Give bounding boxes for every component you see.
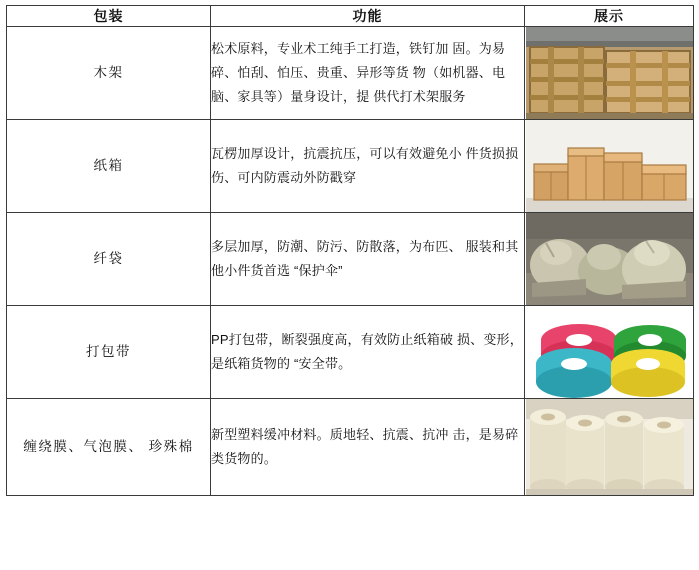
table-row [7, 27, 694, 120]
carton-boxes-photo [526, 120, 693, 212]
packaging-desc-packing-strap: PP打包带，断裂强度高，有效防止纸箱破 损、变形，是纸箱货物的 “安全带。 [211, 306, 525, 399]
packaging-desc-carton: 瓦楞加厚设计，抗震抗压，可以有效避免小 件货损损伤、可内防震动外防戳穿 [211, 120, 525, 213]
table-header-row [7, 6, 694, 27]
woven-bags-photo [526, 213, 693, 305]
packaging-name-packing-strap: 打包带 [7, 306, 211, 399]
column-header-packaging: 包装 [7, 6, 211, 27]
packaging-image-cell-carton [525, 120, 694, 213]
table-row [7, 120, 694, 213]
packaging-desc-wood-crate: 松术原料，专业术工纯手工打造，铁钉加 固。为易碎、怕刮、怕压、贵重、异形等货 物（如机器、电脑、家具等）量身设计，提 供代打术架服务 [211, 27, 525, 120]
packaging-image-cell-packing-strap [525, 306, 694, 399]
column-header-function: 功能 [211, 6, 525, 27]
column-header-display: 展示 [525, 6, 694, 27]
table-row [7, 399, 694, 496]
stretch-film-rolls-photo [526, 399, 693, 495]
packaging-name-woven-bag: 纤袋 [7, 213, 211, 306]
packaging-table [6, 5, 694, 496]
packing-strap-rolls-photo [526, 306, 693, 398]
table-row [7, 306, 694, 399]
packaging-image-cell-wood-crate [525, 27, 694, 120]
table-row [7, 213, 694, 306]
packaging-image-cell-woven-bag [525, 213, 694, 306]
packaging-desc-stretch-film: 新型塑料缓冲材料。质地轻、抗震、抗冲 击，是易碎类货物的。 [211, 399, 525, 496]
wooden-crate-photo [526, 27, 693, 119]
packaging-image-cell-stretch-film [525, 399, 694, 496]
packaging-desc-woven-bag: 多层加厚，防潮、防污、防散落，为布匹、 服装和其他小件货首选 “保护伞” [211, 213, 525, 306]
packaging-name-carton: 纸箱 [7, 120, 211, 213]
packaging-name-stretch-film: 缠绕膜、气泡膜、 珍殊棉 [7, 399, 211, 496]
packaging-name-wood-crate: 木架 [7, 27, 211, 120]
